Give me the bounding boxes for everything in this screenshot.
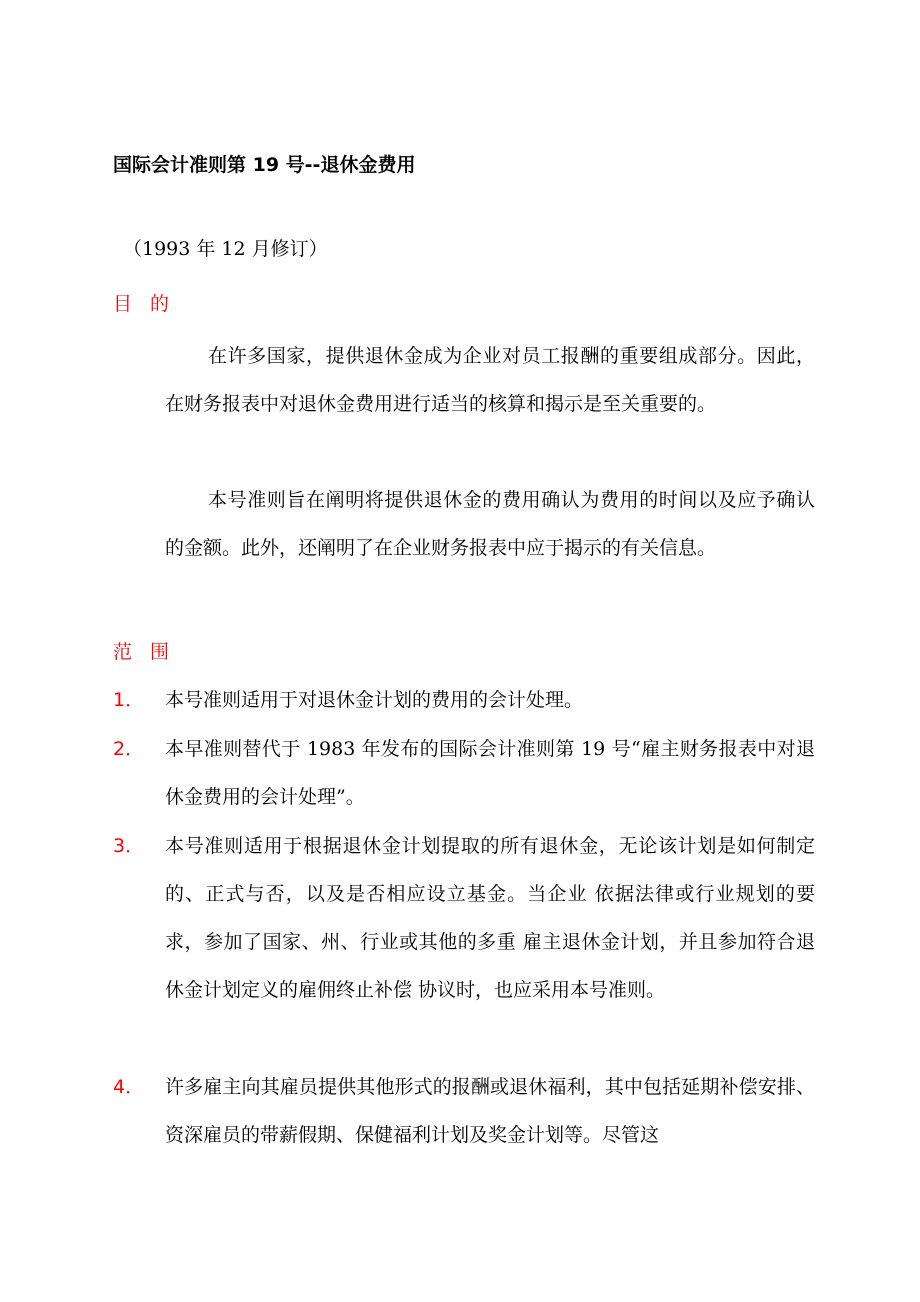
document-title: 国际会计准则第 19 号--退休金费用 [113, 154, 416, 176]
item-text: 本早准则替代于 1983 年发布的国际会计准则第 19 号“雇主财务报表中对退休金费用的会计处理”。 [165, 738, 815, 808]
section-heading-scope: 范 围 [113, 641, 176, 663]
revision-note: （1993 年 12 月修订） [123, 238, 328, 260]
item-text: 本号准则适用于对退休金计划的费用的会计处理。 [165, 689, 584, 711]
section-heading-objective: 目 的 [113, 293, 176, 315]
scope-item-4 [113, 1063, 815, 1159]
objective-paragraph-1: 在许多国家，提供退休金成为企业对员工报酬的重要组成部分。因此，在财务报表中对退休金费用进行适当的核算和揭示是至关重要的。 [165, 345, 815, 415]
scope-item-3 [113, 822, 815, 1014]
item-number: 2． [113, 738, 145, 760]
item-text: 本号准则适用于根据退休金计划提取的所有退休金，无论该计划是如何制定的、正式与否，以及是否相应设立基金。当企业 依据法律或行业规划的要求，参加了国家、州、行业或其他的多重 雇主退休金计划，并且参加符合退休金计划定义的雇佣终止补偿 协议时，也应采用本号准则。 [165, 835, 815, 1001]
objective-paragraph-2: 本号准则旨在阐明将提供退休金的费用确认为费用的时间以及应予确认的金额。此外，还阐明了在企业财务报表中应于揭示的有关信息。 [165, 489, 815, 559]
scope-item-2 [113, 725, 815, 821]
item-text: 许多雇主向其雇员提供其他形式的报酬或退休福利，其中包括延期补偿安排、资深雇员的带薪假期、保健福利计划及奖金计划等。尽管这 [165, 1076, 815, 1146]
item-number: 3． [113, 835, 145, 857]
item-number: 1． [113, 689, 145, 711]
item-number: 4． [113, 1076, 145, 1098]
scope-item-1 [113, 676, 815, 724]
